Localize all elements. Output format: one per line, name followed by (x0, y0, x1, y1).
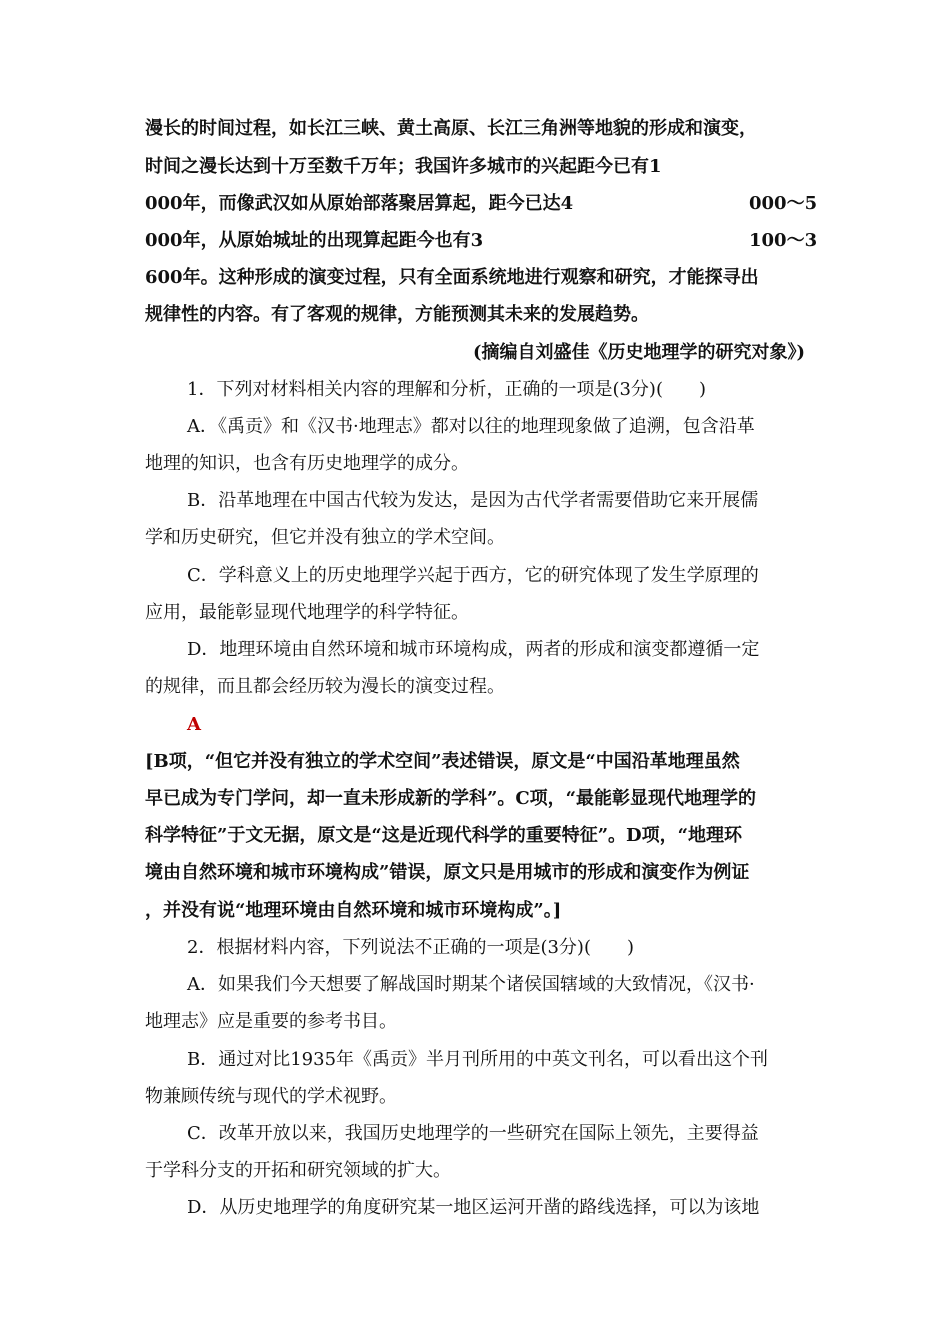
passage-line: 规律性的内容。有了客观的规律，方能预测其未来的发展趋势。 (145, 304, 649, 325)
passage-line: 000年，而像武汉如从原始部落聚居算起，距今已达4 (145, 193, 574, 214)
passage-line: 漫长的时间过程，如长江三峡、黄土高原、长江三角洲等地貌的形成和演变， (145, 118, 757, 139)
answer: A (187, 714, 201, 735)
passage-source: (摘编自刘盛佳《历史地理学的研究对象》) (472, 342, 805, 363)
option-c-cont: 应用，最能彰显现代地理学的科学特征。 (145, 602, 469, 623)
option-d: D．从历史地理学的角度研究某一地区运河开凿的路线选择，可以为该地 (187, 1197, 760, 1218)
question-stem: 1．下列对材料相关内容的理解和分析，正确的一项是(3分)( ) (187, 379, 706, 400)
explanation-line: 早已成为专门学问，却一直未形成新的学科”。C项，“最能彰显现代地理学的 (145, 788, 757, 809)
option-a: A．《禹贡》和《汉书·地理志》都对以往的地理现象做了追溯，包含沿革 (187, 416, 755, 437)
option-d-cont: 的规律，而且都会经历较为漫长的演变过程。 (145, 676, 505, 697)
option-c: C．学科意义上的历史地理学兴起于西方，它的研究体现了发生学原理的 (187, 565, 759, 586)
explanation-line: 科学特征”于文无据，原文是“这是近现代科学的重要特征”。D项，“地理环 (145, 825, 743, 846)
option-a: A．如果我们今天想要了解战国时期某个诸侯国辖域的大致情况，《汉书· (187, 974, 755, 995)
explanation-line: ，并没有说“地理环境由自然环境和城市环境构成”。] (145, 900, 562, 921)
question-stem: 2．根据材料内容，下列说法不正确的一项是(3分)( ) (187, 937, 634, 958)
passage-line: 时间之漫长达到十万至数千万年；我国许多城市的兴起距今已有1 (145, 156, 662, 177)
passage-line: 000年，从原始城址的出现算起距今也有3 (145, 230, 484, 251)
explanation-line: 境由自然环境和城市环境构成”错误，原文只是用城市的形成和演变作为例证 (145, 862, 750, 883)
option-a-cont: 地理的知识，也含有历史地理学的成分。 (145, 453, 469, 474)
option-b: B．通过对比1935年《禹贡》半月刊所用的中英文刊名，可以看出这个刊 (187, 1049, 769, 1070)
option-d: D．地理环境由自然环境和城市环境构成，两者的形成和演变都遵循一定 (187, 639, 760, 660)
option-b: B．沿革地理在中国古代较为发达，是因为古代学者需要借助它来开展儒 (187, 490, 759, 511)
passage-line-end: 100～3 (749, 230, 818, 251)
option-c-cont: 于学科分支的开拓和研究领域的扩大。 (145, 1160, 451, 1181)
passage-line: 600年。这种形成的演变过程，只有全面系统地进行观察和研究，才能探寻出 (145, 267, 759, 288)
passage-line-end: 000～5 (749, 193, 818, 214)
explanation-line: [B项，“但它并没有独立的学术空间”表述错误，原文是“中国沿革地理虽然 (145, 751, 740, 772)
option-c: C．改革开放以来，我国历史地理学的一些研究在国际上领先，主要得益 (187, 1123, 759, 1144)
option-b-cont: 物兼顾传统与现代的学术视野。 (145, 1086, 397, 1107)
option-a-cont: 地理志》应是重要的参考书目。 (145, 1011, 397, 1032)
option-b-cont: 学和历史研究，但它并没有独立的学术空间。 (145, 527, 505, 548)
